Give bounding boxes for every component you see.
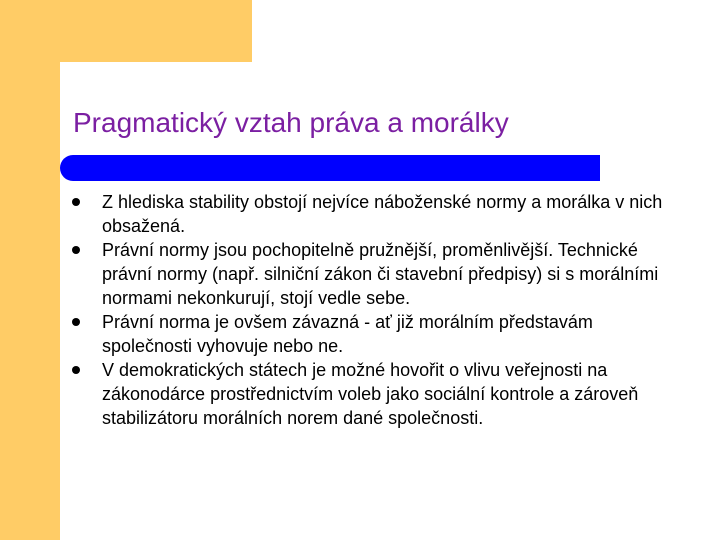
- bullet-dot-icon: [72, 366, 80, 374]
- bullet-dot-icon: [72, 246, 80, 254]
- bullet-item-stability: [72, 190, 672, 238]
- decorative-left-band: [0, 0, 60, 540]
- bullet-item-democracy: [72, 358, 672, 430]
- bullet-dot-icon: [72, 318, 80, 326]
- bullet-item-binding: [72, 310, 672, 358]
- bullet-dot-icon: [72, 198, 80, 206]
- title-underline-bar: [60, 155, 600, 181]
- bullet-text: Právní norma je ovšem závazná - ať již morálním představám společnosti vyhovuje nebo ne.: [102, 312, 593, 356]
- bullet-item-flexibility: [72, 238, 672, 310]
- bullet-text: Z hlediska stability obstojí nejvíce náboženské normy a morálka v nich obsažená.: [102, 192, 663, 236]
- bullet-list: [72, 190, 672, 430]
- bullet-text: V demokratických státech je možné hovořit o vlivu veřejnosti na zákonodárce prostřednictvím voleb jako sociální kontrole a zároveň stabilizátoru morálních norem dané společnosti.: [102, 360, 639, 428]
- bullet-text: Právní normy jsou pochopitelně pružnější, proměnlivější. Technické právní normy (např. silniční zákon či stavební předpisy) si s morálními normami nekonkurují, stojí vedle sebe.: [102, 240, 659, 308]
- slide-title: Pragmatický vztah práva a morálky: [73, 107, 509, 138]
